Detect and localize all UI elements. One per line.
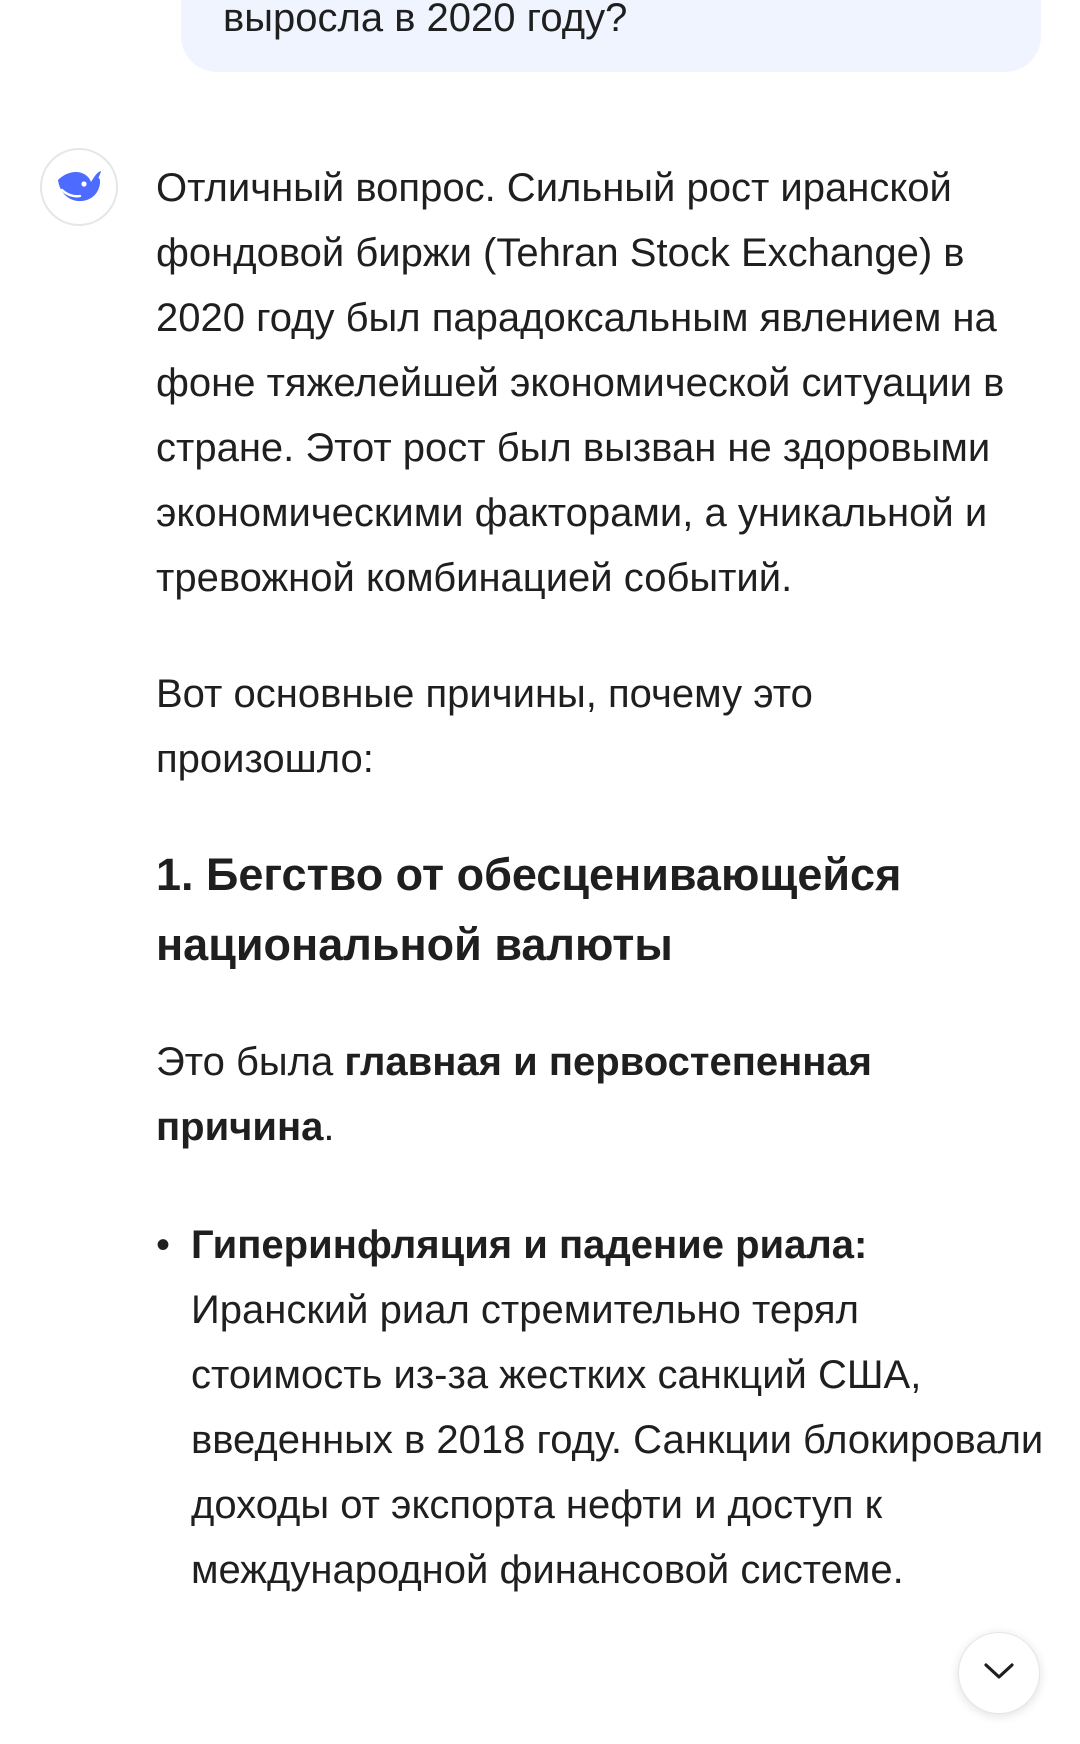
- assistant-answer: [156, 156, 1046, 1603]
- main-reason-suffix: .: [323, 1105, 335, 1149]
- bullet-marker: •: [156, 1223, 171, 1267]
- bullet-title: Гиперинфляция и падение риала:: [191, 1223, 868, 1267]
- main-reason-prefix: Это была: [156, 1040, 345, 1084]
- bullet-text: Иранский риал стремительно терял стоимость из-за жестких санкций США, введенных в 2018 году. Санкции блокировали доходы от экспорта нефти и доступ к международной финансовой системе.: [191, 1288, 1044, 1592]
- answer-intro-paragraph: Отличный вопрос. Сильный рост иранской фондовой биржи (Tehran Stock Exchange) в 2020 году был парадоксальным явлением на фоне тяжелейшей экономической ситуации в стране. Этот рост был вызван не здоровыми экономическими факторами, а уникальной и тревожной комбинацией событий.: [156, 166, 1005, 600]
- chevron-down-icon: [982, 1661, 1016, 1686]
- reason-bullet-list: [156, 1213, 1046, 1603]
- deepseek-whale-icon: [54, 160, 104, 215]
- reasons-intro-paragraph: Вот основные причины, почему это произошло:: [156, 672, 813, 781]
- main-reason-paragraph: [156, 1030, 956, 1160]
- main-reason-bold: главная и первостепенная причина: [156, 1040, 873, 1149]
- section-heading: 1. Бегство от обесценивающейся национальной валюты: [156, 849, 902, 970]
- list-item: [156, 1213, 1051, 1603]
- assistant-avatar: [40, 148, 118, 226]
- user-message-bubble: [181, 0, 1041, 72]
- scroll-to-bottom-button[interactable]: [958, 1632, 1040, 1714]
- user-message-text: выросла в 2020 году?: [223, 0, 628, 40]
